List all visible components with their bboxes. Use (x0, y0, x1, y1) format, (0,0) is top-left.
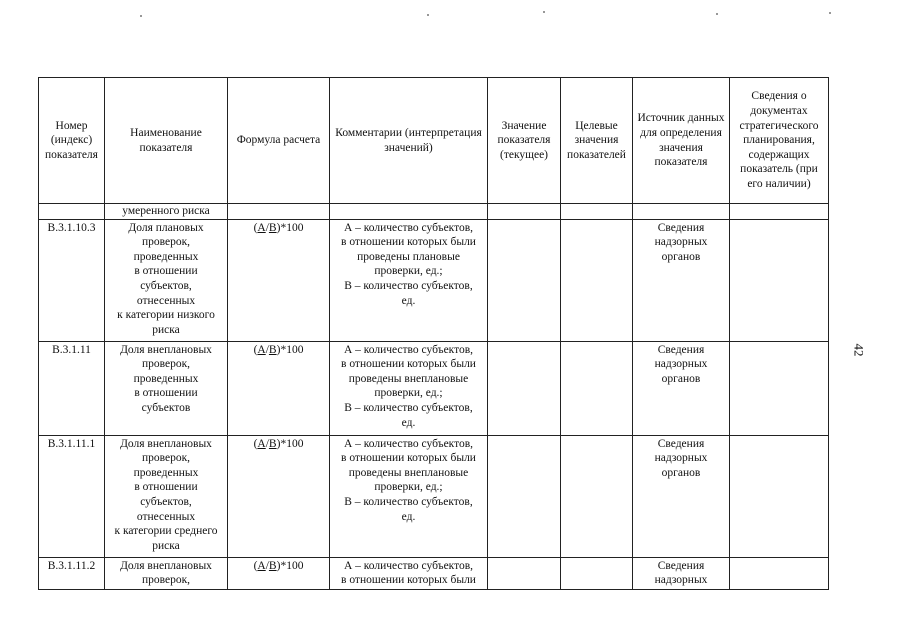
cell-comment-line: ед. (401, 294, 416, 307)
cell-docs (730, 341, 829, 435)
cell-name-line: Доля внеплановых (120, 437, 212, 450)
header-current-value: Значение показателя (текущее) (488, 78, 561, 204)
formula-var-b: В (268, 221, 277, 234)
formula-divider: / (265, 437, 269, 450)
cell-comment-line: проверки, ед.; (374, 387, 443, 400)
header-target-values: Целевые значения показателей (561, 78, 633, 204)
cell-docs (730, 557, 829, 589)
cell-name-line: Доля внеплановых (120, 559, 212, 572)
cell-current (488, 341, 561, 435)
cell-index: В.3.1.10.3 (39, 219, 105, 341)
cell-source-line: надзорных (654, 452, 708, 465)
cell-current (488, 204, 561, 220)
cell-name-line: в отношении (134, 481, 198, 494)
cell-docs (730, 435, 829, 557)
cell-name-line: в отношении (134, 387, 198, 400)
cell-name-line: отнесенных (136, 294, 196, 307)
cell-comment-line: А – количество субъектов, (343, 221, 474, 234)
cell-comment-line: А – количество субъектов, (343, 343, 474, 356)
cell-source-line: Сведения (657, 437, 705, 450)
cell-source-line: Сведения (657, 221, 705, 234)
formula-multiplier: *100 (280, 559, 304, 572)
cell-name-line: субъектов, (140, 495, 192, 508)
cell-formula: (А/В)*100 (228, 435, 330, 557)
cell-comment (330, 435, 488, 557)
cell-comment-line: проведены внеплановые (348, 372, 469, 385)
formula-var-a: А (257, 221, 266, 234)
header-comment: Комментарии (интерпретация значений) (330, 78, 488, 204)
formula-var-a: А (257, 437, 266, 450)
table-row (39, 557, 829, 589)
cell-formula: (А/В)*100 (228, 557, 330, 589)
cell-source-line: органов (661, 466, 701, 479)
cell-current (488, 435, 561, 557)
cell-comment-line: В – количество субъектов, (344, 401, 473, 414)
cell-target (561, 435, 633, 557)
cell-source-line: органов (661, 250, 701, 263)
formula-divider: / (265, 559, 269, 572)
cell-index: В.3.1.11.1 (39, 435, 105, 557)
cell-comment (330, 557, 488, 589)
cell-comment-line: В – количество субъектов, (344, 279, 473, 292)
scan-speck (543, 11, 545, 13)
cell-source-line: органов (661, 372, 701, 385)
cell-comment-line: ед. (401, 416, 416, 429)
table-body (39, 219, 829, 589)
cell-source (633, 435, 730, 557)
continuation-row (39, 204, 829, 220)
cell-name (105, 219, 228, 341)
cell-index: В.3.1.11.2 (39, 557, 105, 589)
cell-comment-line: проведены внеплановые (348, 466, 469, 479)
cell-target (561, 557, 633, 589)
cell-target (561, 219, 633, 341)
formula-divider: / (265, 343, 269, 356)
formula-var-a: А (257, 559, 266, 572)
cell-name-line: субъектов, (140, 279, 192, 292)
cell-target (561, 204, 633, 220)
cell-formula: (А/В)*100 (228, 219, 330, 341)
cell-comment-line: в отношении которых были (341, 574, 476, 587)
cell-name-line: проведенных (133, 250, 199, 263)
formula-multiplier: *100 (280, 221, 304, 234)
cell-docs (730, 219, 829, 341)
cell-comment (330, 341, 488, 435)
cell-name-line: проведенных (133, 466, 199, 479)
cell-name (105, 435, 228, 557)
cell-current (488, 557, 561, 589)
cell-name-line: проверок, (141, 452, 191, 465)
formula-multiplier: *100 (280, 343, 304, 356)
header-strategic-docs: Сведения о документах стратегического планирования, содержащих показатель (при его наличии) (730, 78, 829, 204)
cell-source (633, 341, 730, 435)
cell-name: умеренного риска (105, 204, 228, 220)
formula-var-b: В (268, 343, 277, 356)
formula-multiplier: *100 (280, 437, 304, 450)
cell-name-line: проверок, (141, 358, 191, 371)
cell-name-line: Доля плановых (128, 221, 204, 234)
cell-name (105, 341, 228, 435)
cell-comment-line: ед. (401, 510, 416, 523)
cell-source-line: надзорных (654, 236, 708, 249)
cell-comment-line: А – количество субъектов, (343, 437, 474, 450)
indicators-table (38, 77, 829, 590)
cell-name-line: в отношении (134, 265, 198, 278)
cell-source-line: Сведения (657, 559, 705, 572)
cell-comment-line: проверки, ед.; (374, 481, 443, 494)
scan-speck (427, 14, 429, 16)
formula-divider: / (265, 221, 269, 234)
cell-name-line: Доля внеплановых (120, 343, 212, 356)
cell-comment (330, 204, 488, 220)
table-header-row (39, 78, 829, 204)
cell-name-line: к категории среднего (114, 525, 218, 538)
cell-name-line: риска (152, 539, 180, 552)
cell-comment-line: В – количество субъектов, (344, 495, 473, 508)
cell-comment-line: проверки, ед.; (374, 265, 443, 278)
table-row (39, 219, 829, 341)
cell-formula: (А/В)*100 (228, 341, 330, 435)
header-name: Наименование показателя (105, 78, 228, 204)
table-row (39, 341, 829, 435)
formula-var-b: В (268, 559, 277, 572)
header-data-source: Источник данных для определения значения показателя (633, 78, 730, 204)
cell-formula (228, 204, 330, 220)
cell-source (633, 557, 730, 589)
formula-var-b: В (268, 437, 277, 450)
formula-var-a: А (257, 343, 266, 356)
cell-comment-line: в отношении которых были (341, 452, 476, 465)
cell-comment-line: в отношении которых были (341, 236, 476, 249)
cell-name-line: к категории низкого (117, 309, 215, 322)
cell-name-line: проверок, (141, 236, 191, 249)
header-index: Номер (индекс) показателя (39, 78, 105, 204)
scan-speck (829, 12, 831, 14)
cell-comment-line: проведены плановые (357, 250, 460, 263)
table-row (39, 435, 829, 557)
cell-source-line: надзорных (654, 358, 708, 371)
cell-name-line: проверок, (141, 574, 191, 587)
cell-source (633, 204, 730, 220)
cell-name-line: риска (152, 323, 180, 336)
cell-target (561, 341, 633, 435)
scan-speck (140, 15, 142, 17)
cell-source-line: Сведения (657, 343, 705, 356)
cell-name-line: субъектов (141, 401, 191, 414)
cell-name-line: отнесенных (136, 510, 196, 523)
cell-current (488, 219, 561, 341)
cell-comment-line: А – количество субъектов, (343, 559, 474, 572)
cell-source (633, 219, 730, 341)
cell-source-line: надзорных (654, 574, 708, 587)
scan-speck (716, 13, 718, 15)
cell-index: В.3.1.11 (39, 341, 105, 435)
cell-name-line: проведенных (133, 372, 199, 385)
cell-index (39, 204, 105, 220)
cell-comment-line: в отношении которых были (341, 358, 476, 371)
cell-name (105, 557, 228, 589)
cell-docs (730, 204, 829, 220)
page-number: 42 (851, 343, 867, 357)
header-formula: Формула расчета (228, 78, 330, 204)
cell-comment (330, 219, 488, 341)
